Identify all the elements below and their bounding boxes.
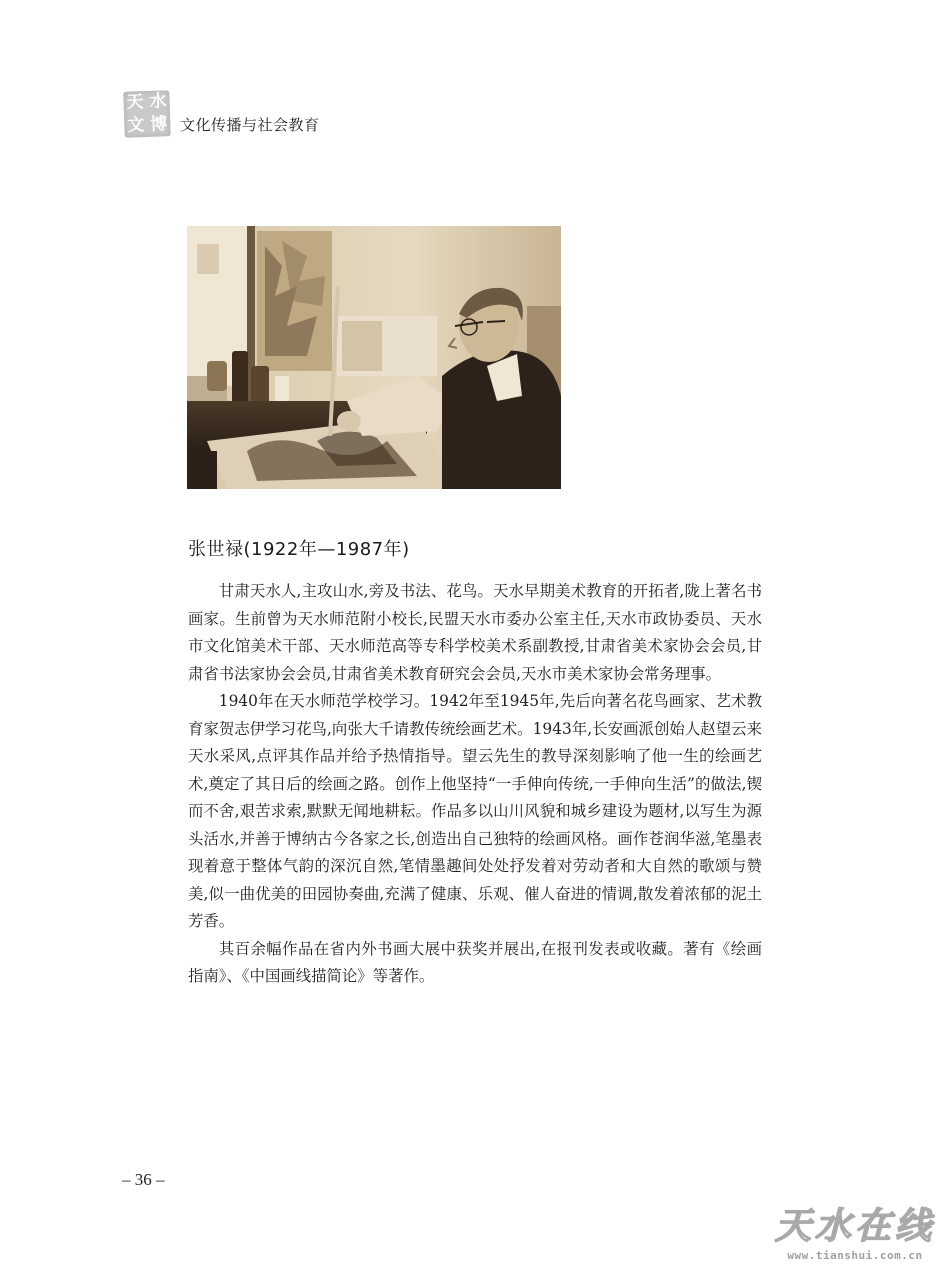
- paragraph: 1940年在天水师范学校学习。1942年至1945年,先后向著名花鸟画家、艺术教育家贺志伊学习花鸟,向张大千请教传统绘画艺术。1943年,长安画派创始人赵望云来天水采风,点评其作品并给予热情指导。望云先生的教导深刻影响了他一生的绘画艺术,奠定了其日后的绘画之路。创作上他坚持“一手伸向传统,一手伸向生活”的做法,锲而不舍,艰苦求索,默默无闻地耕耘。作品多以山川风貌和城乡建设为题材,以写生为源头活水,并善于博纳古今各家之长,创造出自己独特的绘画风格。画作苍润华滋,笔墨表现着意于整体气韵的深沉自然,笔情墨趣间处处抒发着对劳动者和大自然的歌颂与赞美,似一曲优美的田园协奏曲,充满了健康、乐观、催人奋进的情调,散发着浓郁的泥土芳香。: [188, 692, 762, 930]
- page-number: – 36 –: [122, 1170, 165, 1189]
- sepia-photo-painter-at-work: [187, 226, 561, 489]
- seal-char: 博: [150, 114, 168, 135]
- watermark-url: www.tianshui.com.cn: [787, 1249, 923, 1262]
- seal-char: 文: [127, 115, 145, 136]
- paragraph: 甘肃天水人,主攻山水,旁及书法、花鸟。天水早期美术教育的开拓者,陇上著名书画家。生前曾为天水师范附小校长,民盟天水市委办公室主任,天水市政协委员、天水市文化馆美术干部、天水师范高等专科学校美术系副教授,甘肃省美术家协会会员,甘肃省书法家协会会员,甘肃省美术教育研究会会员,天水市美术家协会常务理事。: [188, 582, 762, 683]
- section-title: 文化传播与社会教育: [180, 116, 320, 134]
- seal-char: 天: [126, 92, 144, 113]
- biography-text: [188, 578, 762, 991]
- page-header: [124, 87, 320, 137]
- paragraph: 其百余幅作品在省内外书画大展中获奖并展出,在报刊发表或收藏。著有《绘画指南》、《中国画线描简论》等著作。: [188, 939, 762, 985]
- person-name-heading: 张世禄(1922年—1987年): [188, 539, 410, 560]
- seal-char: 水: [149, 91, 167, 112]
- site-watermark: [770, 1205, 940, 1275]
- tianshui-wenbo-seal-logo: [123, 90, 171, 138]
- portrait-photo: [187, 226, 561, 489]
- watermark-logo-text: 天水在线: [774, 1206, 935, 1247]
